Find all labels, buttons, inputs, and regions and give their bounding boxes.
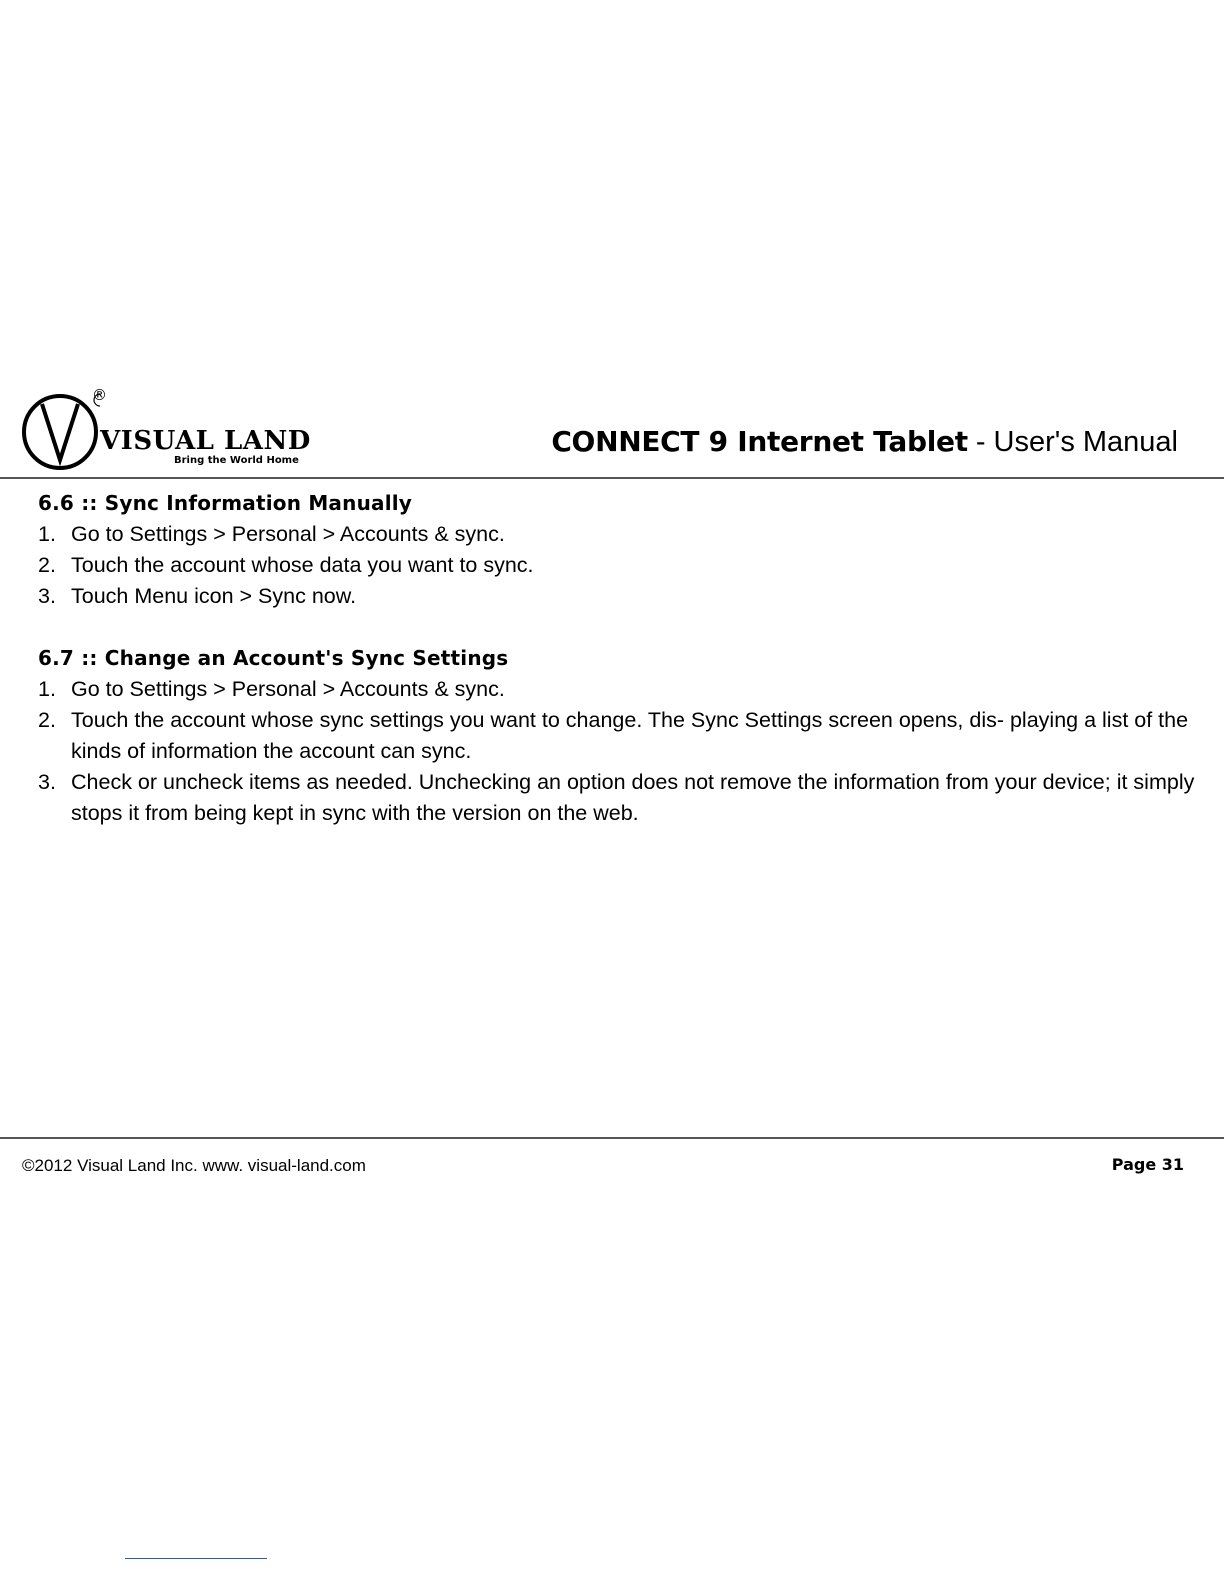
section-spacer bbox=[38, 612, 1198, 643]
step-text: Touch Menu icon > Sync now. bbox=[71, 584, 357, 608]
footer-page-number: Page 31 bbox=[1111, 1155, 1184, 1174]
step-number: 2. bbox=[38, 553, 56, 577]
section-6-6 bbox=[38, 488, 1198, 612]
step-number: 1. bbox=[38, 677, 56, 701]
logo-brand-name: VISUAL LAND bbox=[100, 426, 311, 456]
header-divider bbox=[0, 477, 1224, 479]
list-item bbox=[38, 767, 1198, 829]
list-item bbox=[38, 550, 1198, 581]
section-6-7 bbox=[38, 643, 1198, 829]
step-text: Go to Settings > Personal > Accounts & sync. bbox=[71, 677, 505, 701]
manual-title-product: CONNECT 9 Internet Tablet bbox=[551, 425, 968, 458]
page-header bbox=[0, 386, 1224, 482]
list-item bbox=[38, 674, 1198, 705]
footer-divider bbox=[0, 1137, 1224, 1139]
page-content bbox=[38, 488, 1198, 829]
step-text: Touch the account whose sync settings you want to change. The Sync Settings screen opens, dis- playing a list of the kinds of information the account can sync. bbox=[71, 708, 1189, 763]
registered-mark: ® bbox=[92, 386, 107, 404]
step-text: Check or uncheck items as needed. Unchecking an option does not remove the information from your device; it simply stops it from being kept in sync with the version on the web. bbox=[71, 770, 1195, 825]
section-title: 6.6 :: Sync Information Manually bbox=[38, 491, 413, 515]
step-text: Touch the account whose data you want to sync. bbox=[71, 553, 534, 577]
manual-title-suffix: - User's Manual bbox=[967, 426, 1178, 458]
footer-copyright: ©2012 Visual Land Inc. www. visual-land.com bbox=[22, 1156, 366, 1175]
visual-land-logo-icon bbox=[20, 390, 100, 470]
decorative-line bbox=[125, 1558, 267, 1559]
list-item bbox=[38, 705, 1198, 767]
list-item bbox=[38, 581, 1198, 612]
step-list bbox=[38, 674, 1198, 829]
step-number: 1. bbox=[38, 522, 56, 546]
step-number: 3. bbox=[38, 770, 56, 794]
logo-tagline: Bring the World Home bbox=[174, 455, 299, 466]
manual-title bbox=[551, 425, 1178, 458]
step-number: 3. bbox=[38, 584, 56, 608]
step-list bbox=[38, 519, 1198, 612]
step-number: 2. bbox=[38, 708, 56, 732]
section-title: 6.7 :: Change an Account's Sync Settings bbox=[38, 646, 509, 670]
step-text: Go to Settings > Personal > Accounts & sync. bbox=[71, 522, 505, 546]
list-item bbox=[38, 519, 1198, 550]
